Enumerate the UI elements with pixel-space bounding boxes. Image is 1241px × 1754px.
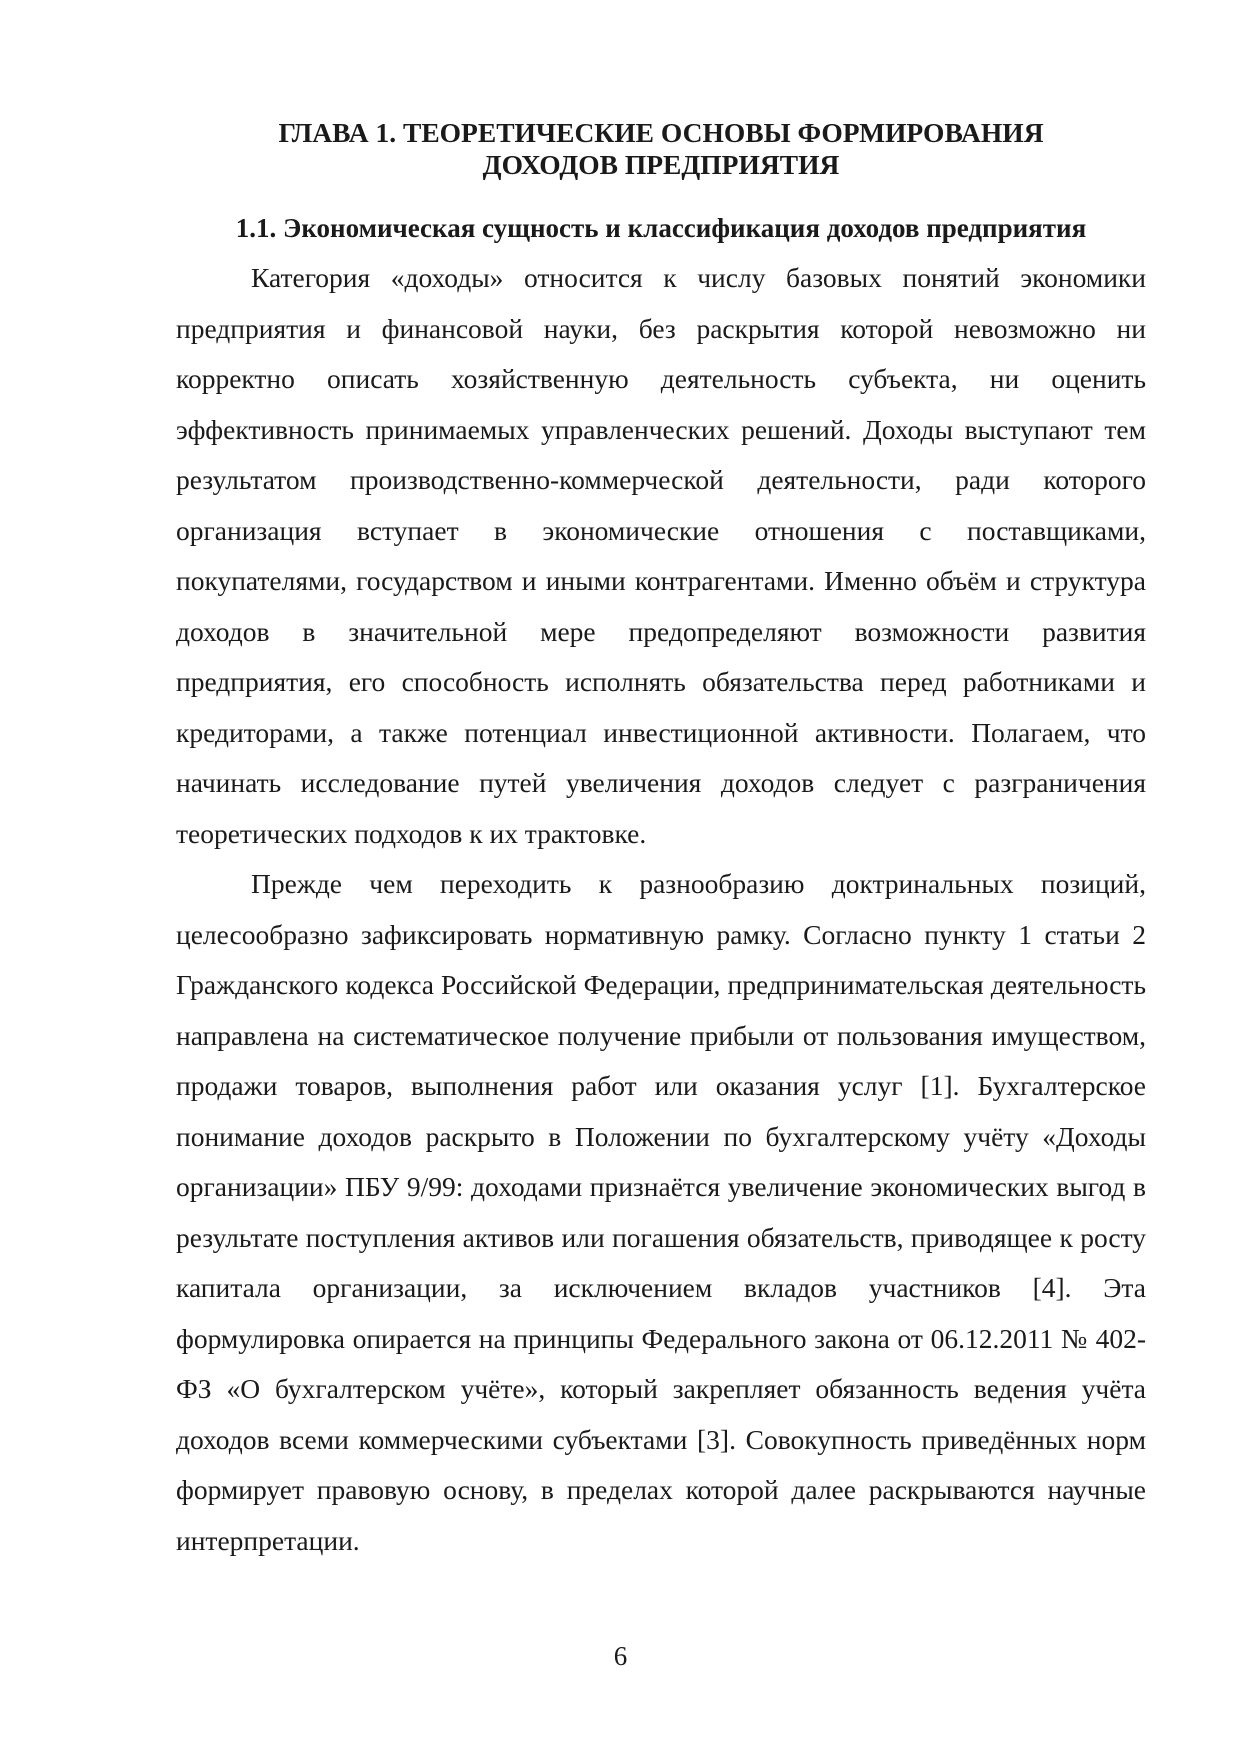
paragraph-2: Прежде чем переходить к разнообразию доктринальных позиций, целесообразно зафиксировать нормативную рамку. Согласно пункту 1 статьи 2 Гражданского кодекса Российской Федерации, предпринимательская деятельность направлена на систематическое получение прибыли от пользования имуществом, продажи товаров, выполнения работ или оказания услуг [1]. Бухгалтерское понимание доходов раскрыто в Положении по бухгалтерскому учёту «Доходы организации» ПБУ 9/99: доходами признаётся увеличение экономических выгод в результате поступления активов или погашения обязательств, приводящее к росту капитала организации, за исключением вкладов участников [4]. Эта формулировка опирается на принципы Федерального закона от 06.12.2011 № 402-ФЗ «О бухгалтерском учёте», который закрепляет обязанность ведения учёта доходов всеми коммерческими субъектами [3]. Совокупность приведённых норм формирует правовую основу, в пределах которой далее раскрываются научные интерпретации. bbox=[176, 868, 1146, 1556]
paragraph-1: Категория «доходы» относится к числу базовых понятий экономики предприятия и финансовой науки, без раскрытия которой невозможно ни корректно описать хозяйственную деятельность субъекта, ни оценить эффективность принимаемых управленческих решений. Доходы выступают тем результатом производственно-коммерческой деятельности, ради которого организация вступает в экономические отношения с поставщиками, покупателями, государством и иными контрагентами. Именно объём и структура доходов в значительной мере предопределяют возможности развития предприятия, его способность исполнять обязательства перед работниками и кредиторами, а также потенциал инвестиционной активности. Полагаем, что начинать исследование путей увеличения доходов следует с разграничения теоретических подходов к их трактовке. bbox=[176, 262, 1146, 849]
chapter-title-line-1: ГЛАВА 1. ТЕОРЕТИЧЕСКИЕ ОСНОВЫ ФОРМИРОВАНИЯ bbox=[278, 117, 1044, 148]
chapter-title bbox=[176, 117, 1146, 181]
chapter-title-line-2: ДОХОДОВ ПРЕДПРИЯТИЯ bbox=[482, 149, 840, 180]
body-text bbox=[176, 253, 1146, 1566]
section-title: 1.1. Экономическая сущность и классификация доходов предприятия bbox=[235, 213, 1087, 243]
page-number: 6 bbox=[613, 1641, 628, 1671]
